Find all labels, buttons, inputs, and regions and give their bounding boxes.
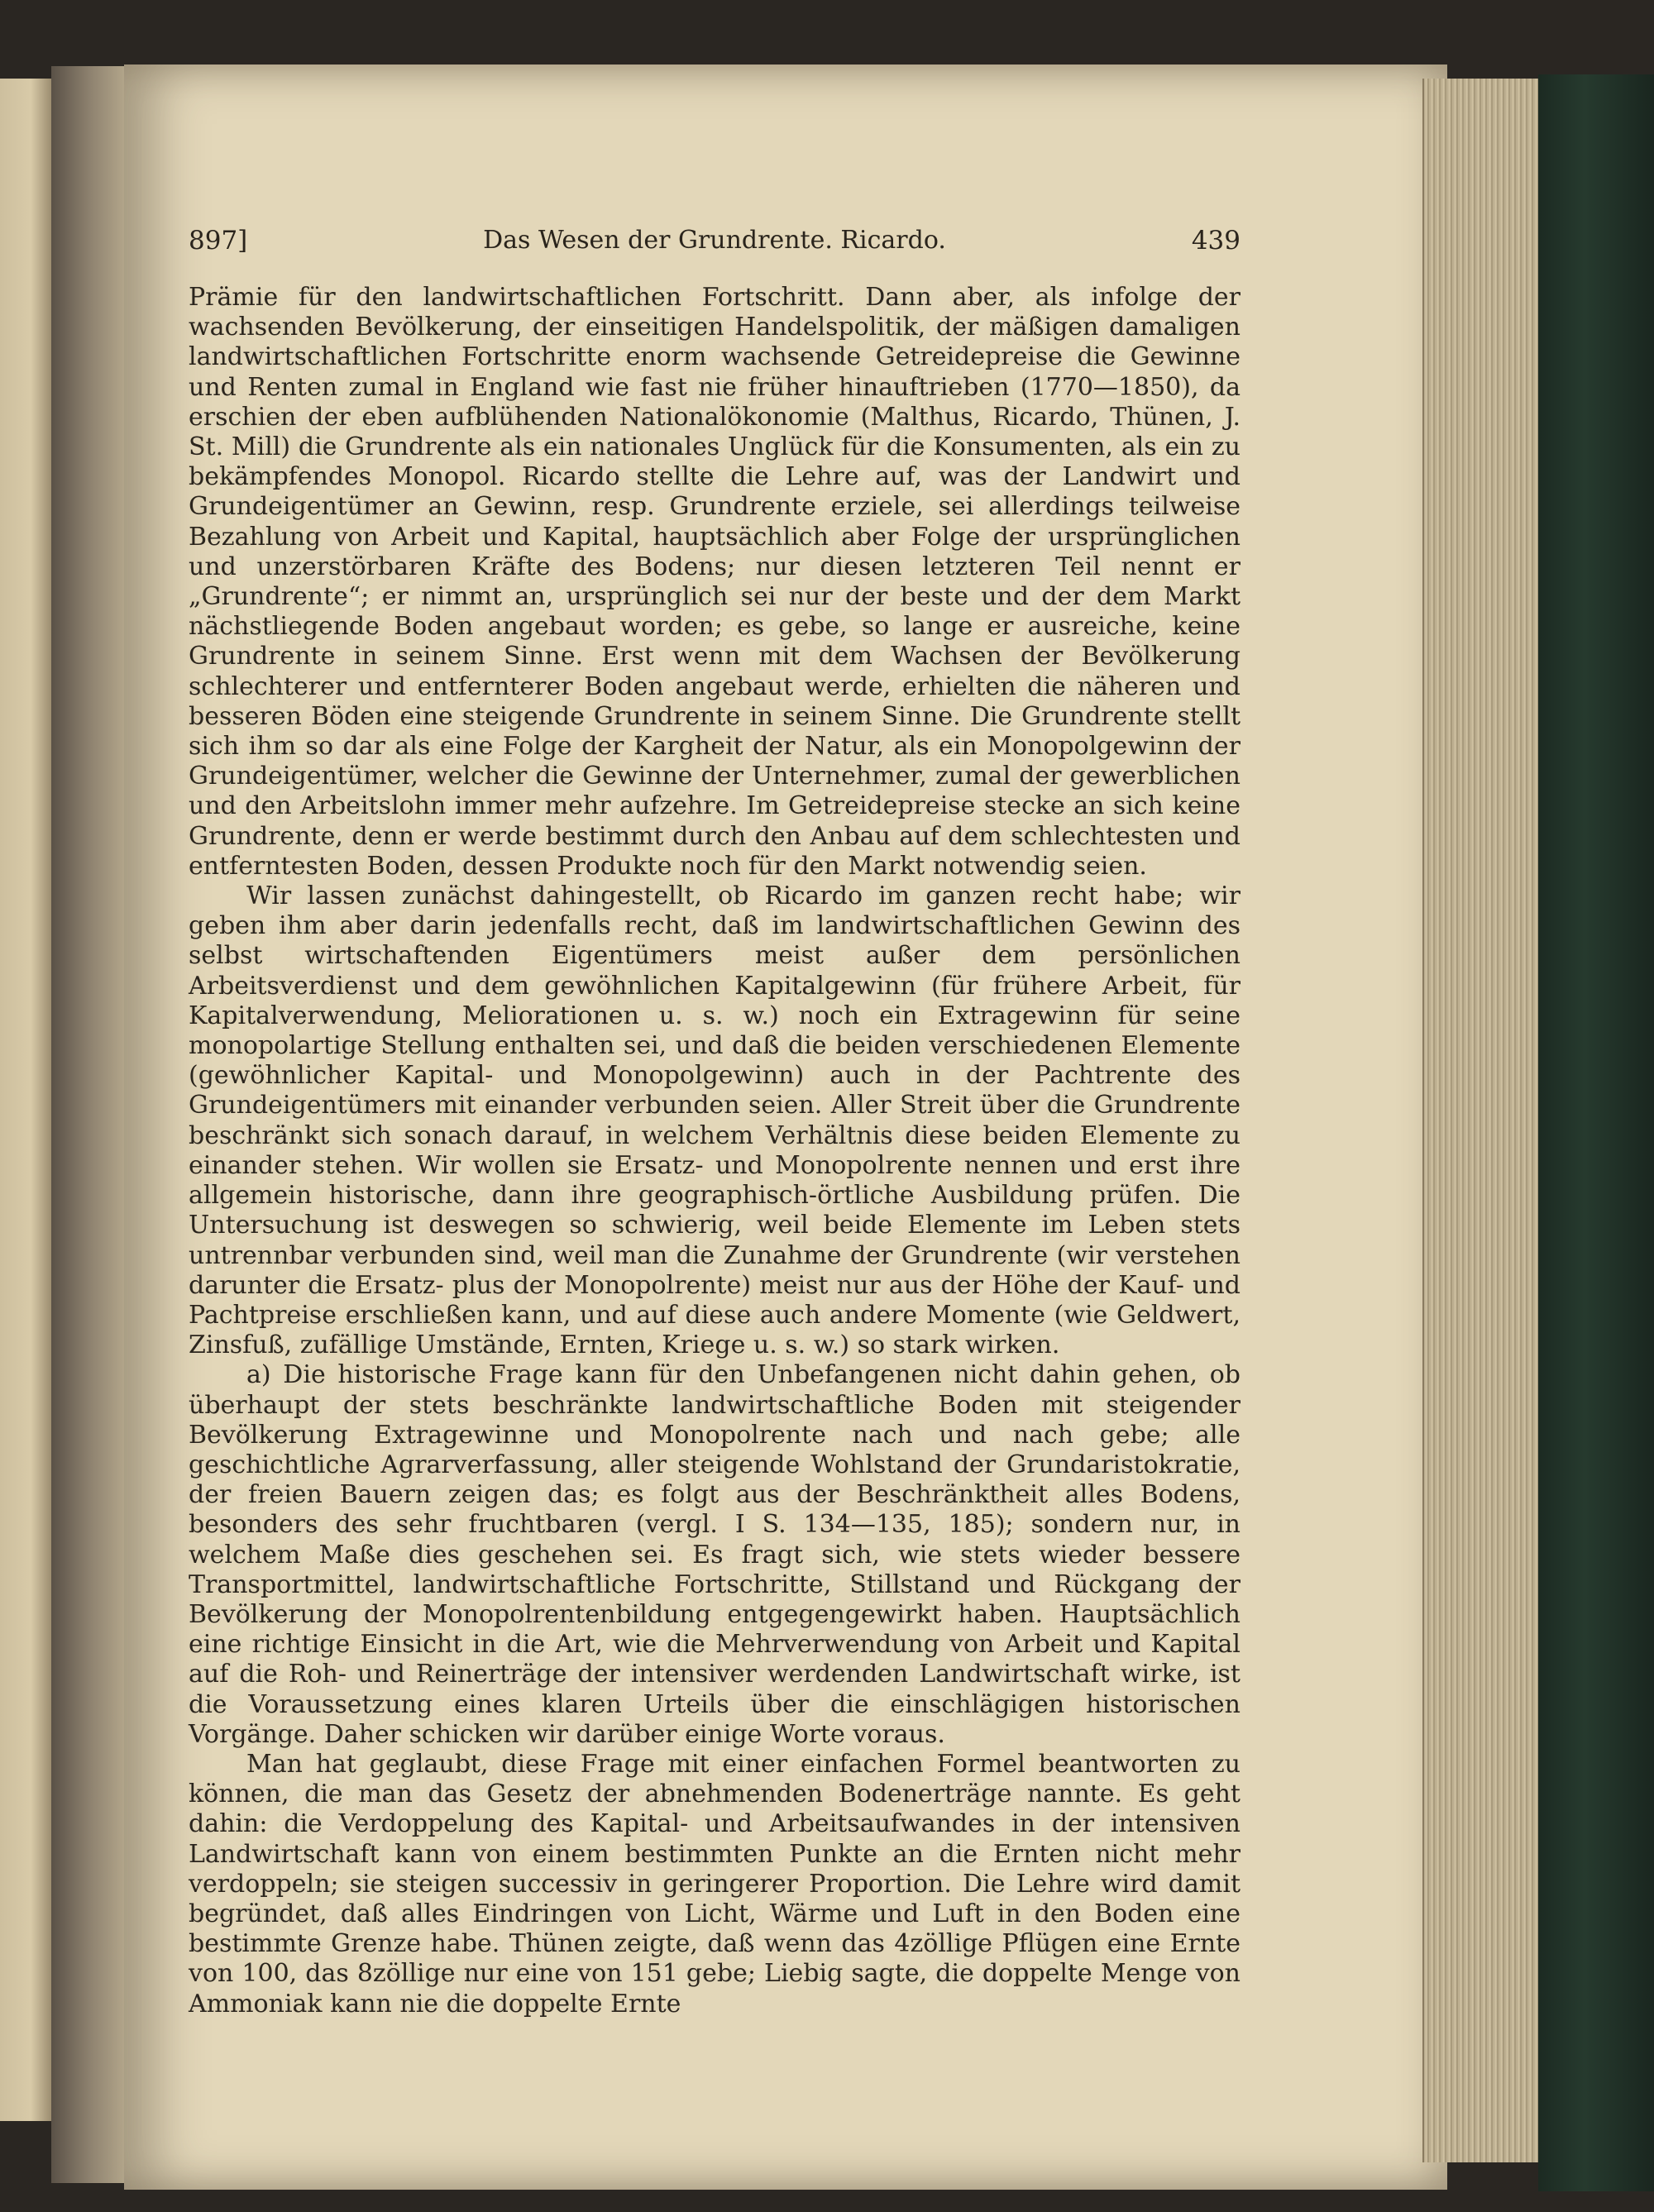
book-cover bbox=[1538, 74, 1654, 2191]
paragraph-3: a) Die historische Frage kann für den Unbefangenen nicht dahin gehen, ob überhaupt der stets beschränkte landwirtschaftliche Boden mit steigender Bevölkerung Extragewinne und Monopolrente nach und nach gebe; alle geschichtliche Agrarverfassung, aller steigende Wohlstand der Grundaristokratie, der freien Bauern zeigen das; es folgt aus der Beschränktheit alles Bodens, besonders des sehr fruchtbaren (vergl. I S. 134—135, 185); sondern nur, in welchem Maße dies geschehen sei. Es fragt sich, wie stets wieder bessere Transportmittel, landwirtschaftliche Fortschritte, Stillstand und Rückgang der Bevölkerung der Monopolrentenbildung entgegengewirkt haben. Hauptsächlich eine richtige Einsicht in die Art, wie die Mehrverwendung von Arbeit und Kapital auf die Roh- und Reinerträge der intensiver werdenden Landwirtschaft wirke, ist die Voraussetzung eines klaren Urteils über die einschlägigen historischen Vorgänge. Daher schicken wir darüber einige Worte voraus. bbox=[189, 1360, 1240, 1749]
page-number: 439 bbox=[1191, 226, 1240, 256]
paragraph-1: Prämie für den landwirtschaftlichen Fortschritt. Dann aber, als infolge der wachsenden Bevölkerung, der einseitigen Handelspolitik, der mäßigen damaligen landwirtschaftlichen Fortschritte enorm wachsende Getreidepreise die Gewinne und Renten zumal in England wie fast nie früher hinauftrieben (1770—1850), da erschien der eben aufblühenden Nationalökonomie (Malthus, Ricardo, Thünen, J. St. Mill) die Grundrente als ein nationales Unglück für die Konsumenten, als ein zu bekämpfendes Monopol. Ricardo stellte die Lehre auf, was der Landwirt und Grundeigentümer an Gewinn, resp. Grundrente erziele, sei allerdings teilweise Bezahlung von Arbeit und Kapital, hauptsächlich aber Folge der ursprünglichen und unzerstörbaren Kräfte des Bodens; nur diesen letzteren Teil nennt er „Grundrente“; er nimmt an, ursprünglich sei nur der beste und der dem Markt nächstliegende Boden angebaut worden; es gebe, so lange er ausreiche, keine Grundrente in seinem Sinne. Erst wenn mit dem Wachsen der Bevölkerung schlechterer und entfernterer Boden angebaut werde, erhielten die näheren und besseren Böden eine steigende Grundrente in seinem Sinne. Die Grundrente stellt sich ihm so dar als eine Folge der Kargheit der Natur, als ein Monopolgewinn der Grundeigentümer, welcher die Gewinne der Unternehmer, zumal der gewerblichen und den Arbeitslohn immer mehr aufzehre. Im Getreidepreise stecke an sich keine Grundrente, denn er werde bestimmt durch den Anbau auf dem schlechtesten und entferntesten Boden, dessen Produkte noch für den Markt notwendig seien. bbox=[189, 283, 1240, 881]
section-number: 897] bbox=[189, 226, 248, 256]
text-body bbox=[189, 283, 1240, 2019]
page-edges bbox=[1422, 79, 1552, 2162]
left-facing-page bbox=[0, 79, 51, 2121]
paragraph-4: Man hat geglaubt, diese Frage mit einer einfachen Formel beantworten zu können, die man das Gesetz der abnehmenden Bodenerträge nannte. Es geht dahin: die Verdoppelung des Kapital- und Arbeitsaufwandes in der intensiven Landwirtschaft kann von einem bestimmten Punkte an die Ernten nicht mehr verdoppeln; sie steigen successiv in geringerer Proportion. Die Lehre wird damit begründet, daß alles Eindringen von Licht, Wärme und Luft in den Boden eine bestimmte Grenze habe. Thünen zeigte, daß wenn das 4zöllige Pflügen eine Ernte von 100, das 8zöllige nur eine von 151 gebe; Liebig sagte, die doppelte Menge von Ammoniak kann nie die doppelte Ernte bbox=[189, 1749, 1240, 2019]
paragraph-2: Wir lassen zunächst dahingestellt, ob Ricardo im ganzen recht habe; wir geben ihm aber darin jedenfalls recht, daß im landwirtschaftlichen Gewinn des selbst wirtschaftenden Eigentümers meist außer dem persönlichen Arbeitsverdienst und dem gewöhnlichen Kapitalgewinn (für frühere Arbeit, für Kapitalverwendung, Meliorationen u. s. w.) noch ein Extragewinn für seine monopolartige Stellung enthalten sei, und daß die beiden verschiedenen Elemente (gewöhnlicher Kapital- und Monopolgewinn) auch in der Pachtrente des Grundeigentümers mit einander verbunden seien. Aller Streit über die Grundrente beschränkt sich sonach darauf, in welchem Verhältnis diese beiden Elemente zu einander stehen. Wir wollen sie Ersatz- und Monopolrente nennen und erst ihre allgemein historische, dann ihre geographisch-örtliche Ausbildung prüfen. Die Untersuchung ist deswegen so schwierig, weil beide Elemente im Leben stets untrennbar verbunden sind, weil man die Zunahme der Grundrente (wir verstehen darunter die Ersatz- plus der Monopolrente) meist nur aus der Höhe der Kauf- und Pachtpreise erschließen kann, und auf diese auch andere Momente (wie Geldwert, Zinsfuß, zufällige Umstände, Ernten, Kriege u. s. w.) so stark wirken. bbox=[189, 881, 1240, 1360]
running-title: Das Wesen der Grundrente. Ricardo. bbox=[483, 226, 946, 255]
running-header bbox=[189, 219, 1240, 260]
